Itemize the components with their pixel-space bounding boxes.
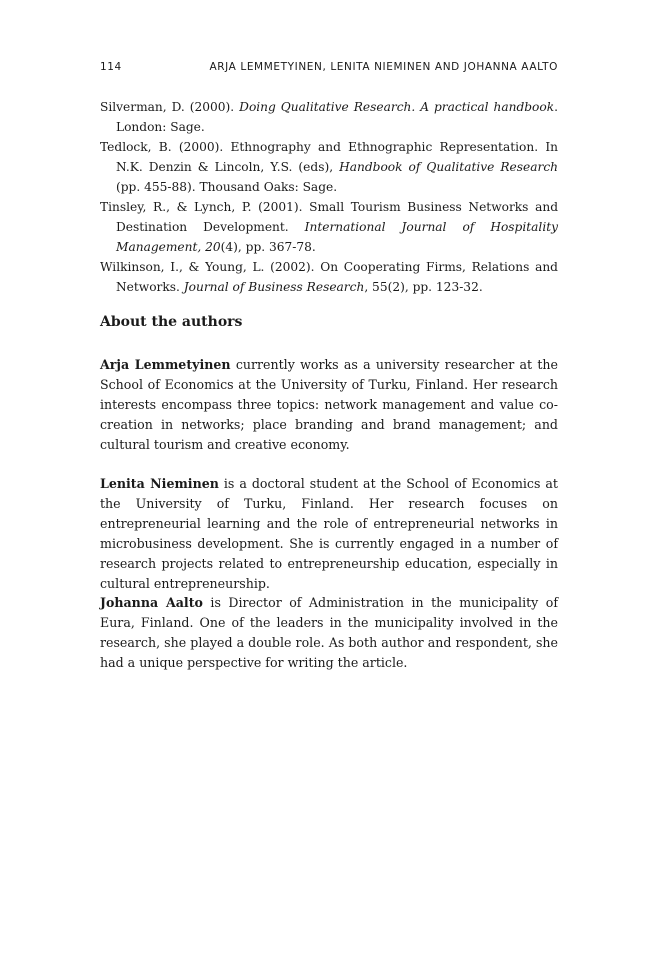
reference-entry: Tedlock, B. (2000). Ethnography and Ethnographic Representation. In N.K. Denzin & Lincoln, Y.S. (eds), Handbook of Qualitative Research (pp. 455-88). Thousand Oaks: Sage. <box>100 140 558 194</box>
author-name: Johanna Aalto <box>100 595 203 610</box>
reference-entry: Silverman, D. (2000). Doing Qualitative Research. A practical handbook. London: Sage. <box>100 100 558 134</box>
reference-list <box>100 97 558 297</box>
running-header-authors: ARJA LEMMETYINEN, LENITA NIEMINEN AND JOHANNA AALTO <box>209 61 558 73</box>
author-name: Arja Lemmetyinen <box>100 357 231 372</box>
section-heading: About the authors <box>100 314 243 330</box>
author-name: Lenita Nieminen <box>100 476 219 491</box>
author-bio: Arja Lemmetyinen currently works as a university researcher at the School of Economics at the University of Turku, Finland. Her research interests encompass three topics: network management and value co-creation in networks; place branding and brand management; and cultural tourism and creative economy. <box>100 357 558 452</box>
author-bio: Johanna Aalto is Director of Administration in the municipality of Eura, Finland. One of the leaders in the municipality involved in the research, she played a double role. As both author and respondent, she had a unique perspective for writing the article. <box>100 595 558 670</box>
running-header <box>100 61 558 77</box>
reference-entry: Tinsley, R., & Lynch, P. (2001). Small Tourism Business Networks and Destination Development. International Journal of Hospitality Management, 20(4), pp. 367-78. <box>100 200 558 254</box>
reference-entry: Wilkinson, I., & Young, L. (2002). On Cooperating Firms, Relations and Networks. Journal of Business Research, 55(2), pp. 123-32. <box>100 260 558 294</box>
page-number: 114 <box>100 61 122 73</box>
author-bio: Lenita Nieminen is a doctoral student at the School of Economics at the University of Turku, Finland. Her research focuses on entrepreneurial learning and the role of entrepreneurial networks in microbusiness development. She is currently engaged in a number of research projects related to entrepreneurship education, especially in cultural entrepreneurship. <box>100 476 558 591</box>
